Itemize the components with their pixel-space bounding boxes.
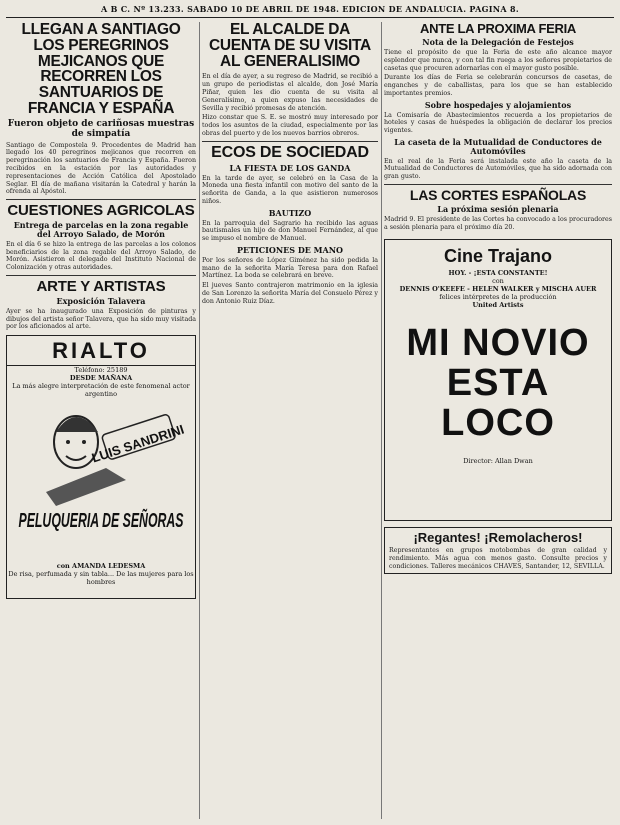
subhead-festejos: Nota de la Delegación de Festejos <box>422 37 574 48</box>
subhead-mutualidad: La caseta de la Mutualidad de Conductores de Automóviles <box>394 137 602 156</box>
poster-drawing <box>16 402 287 562</box>
article-hospedajes-body: La Comisaría de Abastecimientos recuerda a los propietarios de hoteles y casas de huéspedes la obligación de declarar los precios vigentes. <box>384 111 612 135</box>
section-cuestiones-agricolas: CUESTIONES AGRICOLAS <box>6 199 196 218</box>
subhead-peregrinos: Fueron objeto de cariñosas muestras de simpatía <box>7 118 195 139</box>
trajano-film-title-1: MI NOVIO <box>406 322 590 365</box>
trajano-con: con <box>492 277 504 286</box>
rialto-advertisement <box>6 335 287 599</box>
subhead-fiesta-ganda: LA FIESTA DE LOS GANDA <box>229 162 351 173</box>
article-parcelas-body: En el día 6 se hizo la entrega de las parcelas a los colonos beneficiarios de la zona regable del Arroyo Salado, de Morón. Asistieron el delegado del Instituto Nacional de Colonización y otras autoridades. <box>6 240 196 272</box>
article-fiesta-body: En la tarde de ayer, se celebró en la Casa de la Moneda una fiesta infantil con motivo del santo de la señorita de Ganda, a la que asistieron numerosos niños. <box>202 174 378 205</box>
rialto-date: DESDE MAÑANA <box>69 374 133 383</box>
column-right <box>384 22 612 819</box>
rialto-name: RIALTO <box>7 336 195 366</box>
headline-alcalde: EL ALCALDE DA CUENTA DE SU VISITA AL GENERALISIMO <box>209 21 371 70</box>
subhead-parcelas: Entrega de parcelas en la zona regable del Arroyo Salado, de Morón <box>13 220 189 239</box>
trajano-film-title-2: ESTA LOCO <box>441 362 555 445</box>
trajano-today: HOY. - ¡ESTA CONSTANTE! <box>448 269 548 278</box>
subhead-hospedajes: Sobre hospedajes y alojamientos <box>424 99 572 110</box>
trajano-advertisement <box>384 239 612 521</box>
article-alcalde-body-2: Hizo constar que S. E. se mostró muy interesado por todos los asuntos de la ciudad, especialmente por las obras del puerto y de los nuevos barrios obreros. <box>202 114 378 137</box>
article-feria-body: Tiene el propósito de que la Feria de este año alcance mayor esplendor que nunca, y con tal fin ruega a los señores propietarios de casetas que procuren adornarlas con el mayor gusto posible. <box>384 49 612 72</box>
article-peticiones-body: Por los señores de López Giménez ha sido pedida la mano de la señorita María Teresa para don Rafael Martínez. La boda se celebrará en breve. <box>202 256 378 280</box>
top-rule <box>6 17 614 18</box>
trajano-director: Director: Allan Dwan <box>463 457 533 466</box>
page-folio: A B C. Nº 13.233. SABADO 10 DE ABRIL DE 1948. EDICION DE ANDALUCIA. PAGINA 8. <box>101 4 519 14</box>
article-alcalde-body: En el día de ayer, a su regreso de Madrid, se recibió a un grupo de periodistas el alcalde, don José María Piñar, quien les dio cuenta de su visita al Generalísimo, a quien expuso las necesidades de Sevilla y recibió promesas de atención. <box>202 73 378 112</box>
poster-title: PELUQUERIA DE SEÑORAS <box>18 510 287 533</box>
trajano-studio: United Artists <box>472 301 524 310</box>
rialto-tagline: La más alegre interpretación de este fenomenal actor argentino <box>12 382 190 399</box>
subhead-peticiones: PETICIONES DE MANO <box>236 244 344 255</box>
article-feria-body-2: Durante los días de Feria se celebrarán concursos de casetas, de enganches y de caballistas, para los que se han establecido importantes premios. <box>384 74 612 98</box>
rialto-footer: De risa, perfumada y sin tabla... De las mujeres para los hombres <box>8 570 194 587</box>
article-boda-body: El jueves Santo contrajeron matrimonio en la iglesia de San Lorenzo la señorita María del Consuelo Pérez y don Antonio Ruiz Díaz. <box>202 282 378 305</box>
trajano-tagline: felices intérpretes de la producción <box>439 293 557 302</box>
subhead-talavera: Exposición Talavera <box>56 295 146 306</box>
column-divider <box>381 22 382 819</box>
headline-peregrinos: LLEGAN A SANTIAGO LOS PEREGRINOS MEJICANOS QUE RECORREN LOS SANTUARIOS DE FRANCIA Y ESPAÑA <box>21 21 181 117</box>
section-arte-artistas: ARTE Y ARTISTAS <box>6 275 196 294</box>
section-cortes: LAS CORTES ESPAÑOLAS <box>384 184 612 202</box>
trajano-cast: DENNIS O'KEEFE - HELEN WALKER y MISCHA AUER <box>399 285 597 294</box>
regantes-advertisement <box>384 527 612 573</box>
article-cortes-body: Madrid 9. El presidente de las Cortes ha convocado a los procuradores a sesión plenaria para el próximo día 20. <box>384 215 612 231</box>
regantes-body: Representantes en grupos motobombas de gran calidad y rendimiento. Más agua con menos gasto. Consulte precios y condiciones. Talleres mecánicos CHAVES, Santander, 12, SEVILLA. <box>389 547 607 570</box>
rialto-phone: Teléfono: 25189 <box>74 366 128 375</box>
article-bautizo-body: En la parroquia del Sagrario ha recibido las aguas bautismales un hijo de don Manuel Fernández, al que se impuso el nombre de Manuel. <box>202 219 378 243</box>
section-ecos-sociedad: ECOS DE SOCIEDAD <box>202 141 378 161</box>
subhead-sesion-plenaria: La próxima sesión plenaria <box>437 204 559 214</box>
rialto-poster-illustration <box>16 402 287 562</box>
headline-feria: ANTE LA PROXIMA FERIA <box>420 21 576 36</box>
rialto-costar: con AMANDA LEDESMA <box>56 562 146 571</box>
column-center <box>202 22 378 819</box>
trajano-name: Cine Trajano <box>443 246 553 267</box>
article-talavera-body: Ayer se ha inaugurado una Exposición de pinturas y dibujos del artista señor Talavera, que ha sido muy visitada por los aficionados al arte. <box>6 307 196 331</box>
column-divider <box>199 22 200 819</box>
regantes-title: ¡Regantes! ¡Remolacheros! <box>413 530 583 546</box>
article-peregrinos-body: Santiago de Compostela 9. Procedentes de Madrid han llegado los 40 peregrinos mejicanos que recorren en peregrinación los santuarios de Francia y España. Fueron recibidos en la estación por las autoridades y representaciones de Acción Católica del Apostolado Seglar. El día de mañana visitarán la Catedral y harán la ofrenda al Apóstol. <box>6 141 196 196</box>
article-mutualidad-body: En el real de la Feria será instalada este año la caseta de la Mutualidad de Conductores de Automóviles, que ha sido adornada con gran gusto. <box>384 157 612 181</box>
subhead-bautizo: BAUTIZO <box>268 207 312 218</box>
column-left <box>6 21 287 819</box>
poster-star-name: LUIS SANDRINI <box>89 421 186 466</box>
